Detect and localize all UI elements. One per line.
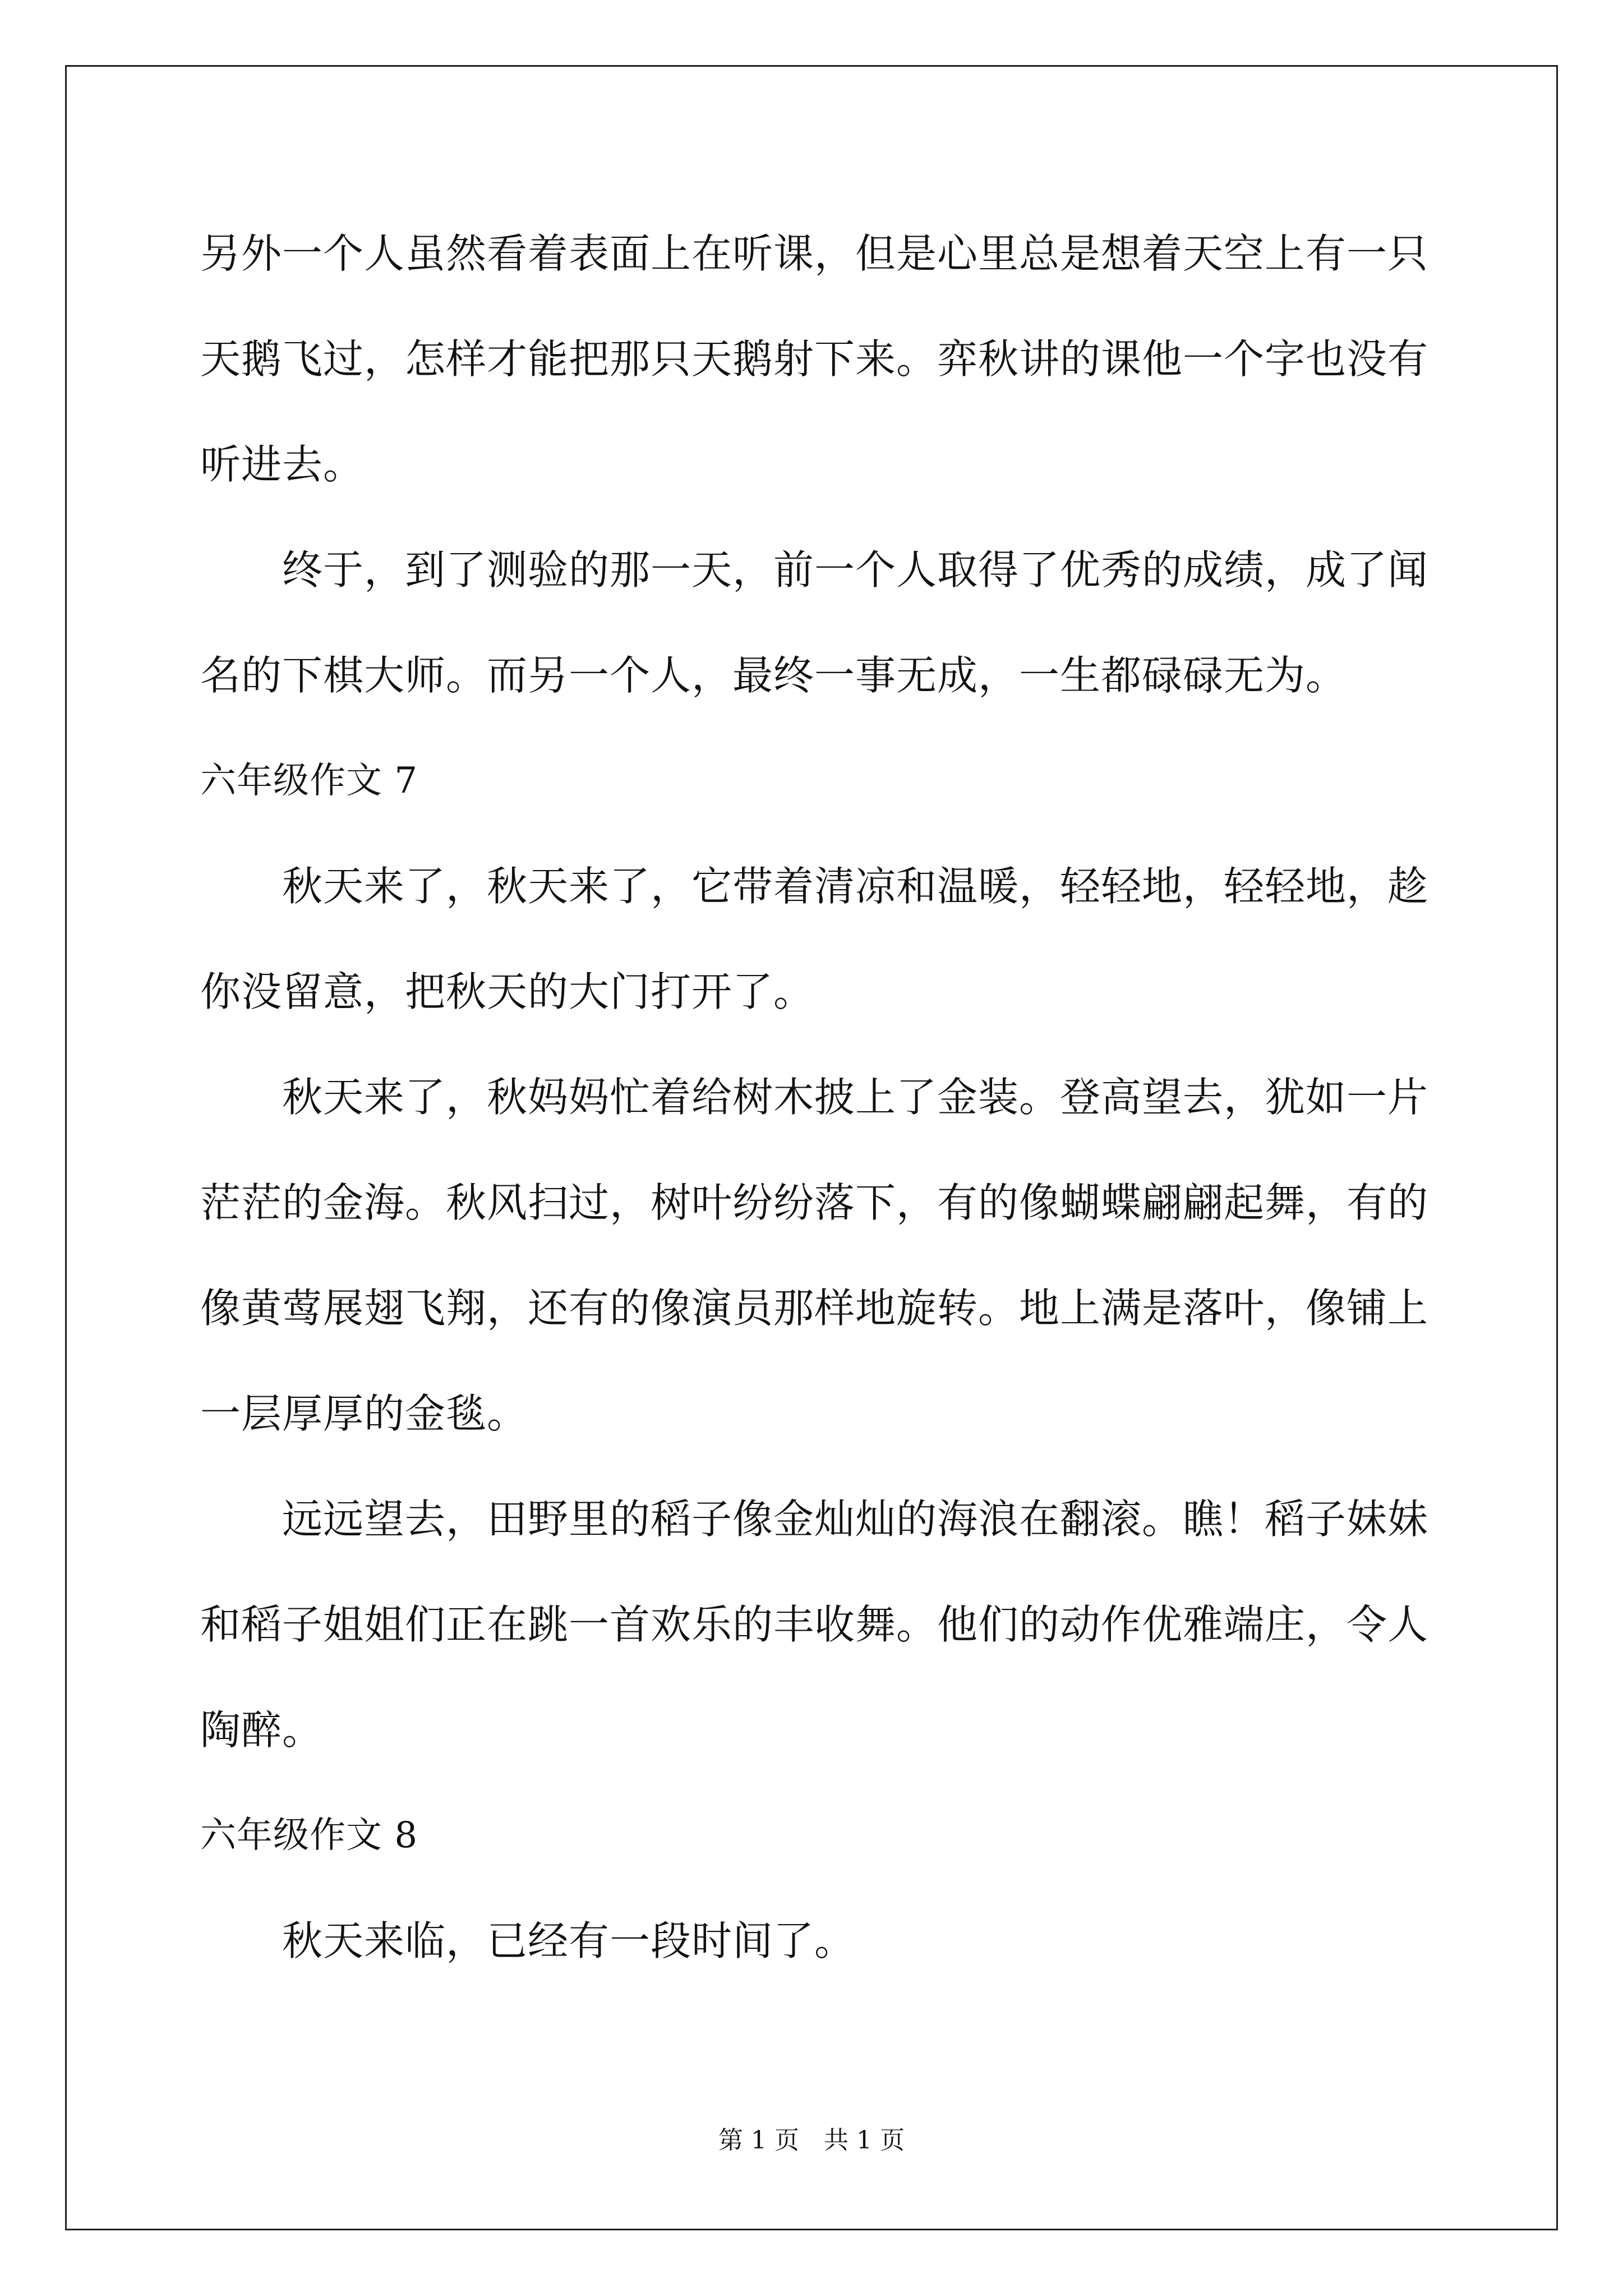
paragraph-start-line: 远远望去，田野里的稻子像金灿灿的海浪在翻滚。瞧！稻子妹妹 — [282, 1496, 1429, 1543]
page-number-footer: 第 1 页 共 1 页 — [718, 2126, 905, 2155]
text-line: 陶醉。 — [200, 1706, 324, 1754]
document-body — [200, 201, 1428, 1994]
text-line: 天鹅飞过，怎样才能把那只天鹅射下来。弈秋讲的课他一个字也没有 — [200, 335, 1429, 383]
text-line: 名的下棋大师。而另一个人，最终一事无成，一生都碌碌无为。 — [200, 652, 1347, 699]
text-line: 听进去。 — [200, 441, 365, 488]
text-line: 你没留意，把秋天的大门打开了。 — [200, 968, 815, 1015]
text-line: 一层厚厚的金毯。 — [200, 1390, 528, 1437]
paragraph-start-line: 终于，到了测验的那一天，前一个人取得了优秀的成绩，成了闻 — [282, 546, 1429, 593]
section-heading: 六年级作文 7 — [200, 760, 418, 802]
text-line: 茫茫的金海。秋风扫过，树叶纷纷落下，有的像蝴蝶翩翩起舞，有的 — [200, 1179, 1429, 1226]
paragraph-start-line: 秋天来了，秋天来了，它带着清凉和温暖，轻轻地，轻轻地，趁 — [282, 863, 1429, 910]
text-line: 和稻子姐姐们正在跳一首欢乐的丰收舞。他们的动作优雅端庄，令人 — [200, 1601, 1429, 1648]
text-line: 另外一个人虽然看着表面上在听课，但是心里总是想着天空上有一只 — [200, 230, 1429, 277]
paragraph-start-line: 秋天来临，已经有一段时间了。 — [282, 1917, 856, 1964]
paragraph-start-line: 秋天来了，秋妈妈忙着给树木披上了金装。登高望去，犹如一片 — [282, 1074, 1429, 1121]
text-line: 像黄莺展翅飞翔，还有的像演员那样地旋转。地上满是落叶，像铺上 — [200, 1285, 1429, 1332]
section-heading: 六年级作文 8 — [200, 1815, 418, 1856]
